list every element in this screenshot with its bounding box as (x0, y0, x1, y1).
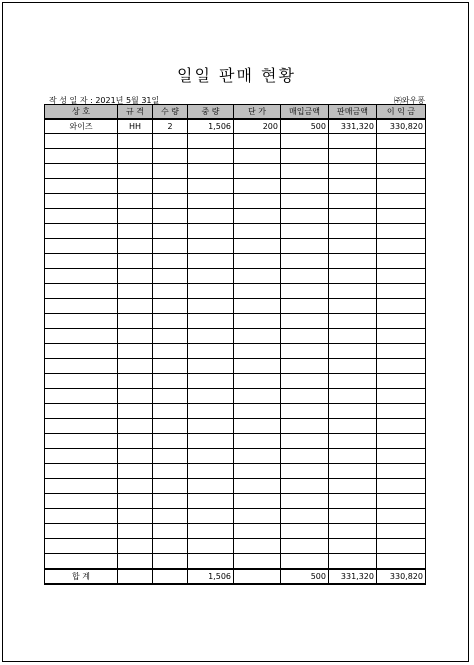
empty-cell (329, 134, 377, 149)
table-row-empty (45, 344, 426, 359)
col-header-profit: 이 익 금 (377, 105, 426, 119)
table-row-empty (45, 479, 426, 494)
empty-cell (118, 389, 153, 404)
empty-cell (188, 389, 234, 404)
sales-table (44, 104, 426, 585)
empty-cell (329, 404, 377, 419)
empty-cell (118, 134, 153, 149)
empty-cell (377, 284, 426, 299)
empty-cell (281, 209, 329, 224)
totals-spec (118, 569, 153, 584)
empty-cell (118, 434, 153, 449)
table-header-row (45, 105, 426, 119)
empty-cell (234, 359, 281, 374)
empty-cell (118, 314, 153, 329)
table-row-empty (45, 374, 426, 389)
empty-cell (329, 194, 377, 209)
empty-cell (45, 539, 118, 554)
empty-cell (153, 359, 188, 374)
empty-cell (188, 179, 234, 194)
empty-cell (118, 464, 153, 479)
empty-cell (45, 434, 118, 449)
empty-cell (153, 374, 188, 389)
cell-purchase: 500 (281, 119, 329, 134)
empty-cell (377, 149, 426, 164)
table-row-empty (45, 329, 426, 344)
empty-cell (281, 179, 329, 194)
empty-cell (377, 134, 426, 149)
table-row-empty (45, 419, 426, 434)
totals-weight: 1,506 (188, 569, 234, 584)
empty-cell (377, 299, 426, 314)
empty-cell (188, 554, 234, 569)
empty-cell (329, 359, 377, 374)
empty-cell (45, 374, 118, 389)
empty-cell (45, 164, 118, 179)
empty-cell (281, 269, 329, 284)
empty-cell (118, 479, 153, 494)
empty-cell (377, 329, 426, 344)
empty-cell (377, 449, 426, 464)
empty-cell (281, 464, 329, 479)
empty-cell (45, 179, 118, 194)
empty-cell (188, 269, 234, 284)
empty-cell (153, 239, 188, 254)
empty-cell (153, 494, 188, 509)
empty-cell (188, 359, 234, 374)
cell-unit-price: 200 (234, 119, 281, 134)
empty-cell (188, 239, 234, 254)
empty-cell (118, 269, 153, 284)
empty-cell (118, 254, 153, 269)
empty-cell (118, 224, 153, 239)
empty-cell (118, 344, 153, 359)
empty-cell (329, 224, 377, 239)
empty-cell (377, 239, 426, 254)
empty-cell (45, 149, 118, 164)
table-row-empty (45, 239, 426, 254)
empty-cell (281, 194, 329, 209)
empty-cell (329, 344, 377, 359)
empty-cell (45, 194, 118, 209)
empty-cell (377, 224, 426, 239)
empty-cell (329, 149, 377, 164)
col-header-name: 상 호 (45, 105, 118, 119)
empty-cell (188, 524, 234, 539)
empty-cell (234, 464, 281, 479)
empty-cell (234, 254, 281, 269)
empty-cell (153, 149, 188, 164)
company-name: ㈜와우퐁 (393, 96, 425, 105)
totals-qty (153, 569, 188, 584)
table-row-empty (45, 209, 426, 224)
empty-cell (45, 209, 118, 224)
empty-cell (45, 479, 118, 494)
empty-cell (45, 524, 118, 539)
empty-cell (45, 419, 118, 434)
empty-cell (281, 329, 329, 344)
empty-cell (377, 554, 426, 569)
empty-cell (45, 134, 118, 149)
empty-cell (234, 554, 281, 569)
empty-cell (329, 254, 377, 269)
empty-cell (153, 404, 188, 419)
empty-cell (45, 464, 118, 479)
totals-row (45, 569, 426, 584)
empty-cell (188, 374, 234, 389)
empty-cell (234, 164, 281, 179)
cell-spec: HH (118, 119, 153, 134)
empty-cell (281, 299, 329, 314)
empty-cell (281, 344, 329, 359)
empty-cell (153, 344, 188, 359)
empty-cell (234, 524, 281, 539)
empty-cell (153, 419, 188, 434)
empty-cell (329, 479, 377, 494)
empty-cell (234, 494, 281, 509)
empty-cell (188, 419, 234, 434)
empty-cell (281, 149, 329, 164)
empty-cell (281, 389, 329, 404)
empty-cell (234, 344, 281, 359)
empty-cell (281, 479, 329, 494)
empty-cell (377, 359, 426, 374)
empty-cell (45, 494, 118, 509)
empty-cell (188, 284, 234, 299)
empty-cell (329, 329, 377, 344)
empty-cell (329, 164, 377, 179)
empty-cell (118, 509, 153, 524)
empty-cell (281, 509, 329, 524)
empty-cell (118, 164, 153, 179)
empty-cell (377, 194, 426, 209)
totals-sales: 331,320 (329, 569, 377, 584)
empty-cell (377, 524, 426, 539)
empty-cell (329, 434, 377, 449)
empty-cell (118, 149, 153, 164)
empty-cell (118, 419, 153, 434)
empty-cell (45, 554, 118, 569)
empty-cell (153, 464, 188, 479)
cell-profit: 330,820 (377, 119, 426, 134)
empty-cell (188, 149, 234, 164)
empty-cell (153, 194, 188, 209)
empty-cell (234, 539, 281, 554)
table-body (45, 119, 426, 569)
empty-cell (281, 404, 329, 419)
empty-cell (153, 299, 188, 314)
empty-cell (153, 509, 188, 524)
table-row-empty (45, 284, 426, 299)
empty-cell (118, 359, 153, 374)
empty-cell (377, 254, 426, 269)
table-row-empty (45, 314, 426, 329)
empty-cell (329, 239, 377, 254)
empty-cell (153, 554, 188, 569)
empty-cell (377, 374, 426, 389)
empty-cell (45, 449, 118, 464)
empty-cell (234, 374, 281, 389)
table-row-empty (45, 194, 426, 209)
table-row-empty (45, 389, 426, 404)
empty-cell (329, 389, 377, 404)
empty-cell (234, 404, 281, 419)
col-header-purchase: 매입금액 (281, 105, 329, 119)
empty-cell (118, 449, 153, 464)
cell-weight: 1,506 (188, 119, 234, 134)
empty-cell (45, 254, 118, 269)
empty-cell (153, 314, 188, 329)
empty-cell (329, 449, 377, 464)
totals-unit-price (234, 569, 281, 584)
empty-cell (153, 434, 188, 449)
col-header-qty: 수 량 (153, 105, 188, 119)
empty-cell (153, 539, 188, 554)
empty-cell (118, 524, 153, 539)
empty-cell (45, 329, 118, 344)
empty-cell (188, 509, 234, 524)
empty-cell (188, 404, 234, 419)
empty-cell (118, 539, 153, 554)
empty-cell (118, 239, 153, 254)
empty-cell (377, 209, 426, 224)
empty-cell (118, 374, 153, 389)
empty-cell (118, 179, 153, 194)
table-row-empty (45, 164, 426, 179)
empty-cell (153, 479, 188, 494)
empty-cell (281, 494, 329, 509)
empty-cell (281, 254, 329, 269)
empty-cell (329, 209, 377, 224)
empty-cell (45, 224, 118, 239)
empty-cell (188, 254, 234, 269)
empty-cell (188, 194, 234, 209)
empty-cell (281, 554, 329, 569)
table-row-empty (45, 464, 426, 479)
empty-cell (188, 344, 234, 359)
empty-cell (377, 269, 426, 284)
empty-cell (153, 524, 188, 539)
empty-cell (234, 329, 281, 344)
empty-cell (281, 239, 329, 254)
empty-cell (329, 179, 377, 194)
empty-cell (329, 419, 377, 434)
empty-cell (234, 419, 281, 434)
empty-cell (118, 554, 153, 569)
totals-purchase: 500 (281, 569, 329, 584)
cell-name: 와이즈 (45, 119, 118, 134)
empty-cell (377, 179, 426, 194)
empty-cell (118, 194, 153, 209)
empty-cell (45, 269, 118, 284)
empty-cell (377, 344, 426, 359)
table-row-empty (45, 524, 426, 539)
col-header-sales: 판매금액 (329, 105, 377, 119)
empty-cell (234, 209, 281, 224)
empty-cell (281, 314, 329, 329)
page-title: 일일 판매 현황 (177, 66, 296, 85)
empty-cell (153, 389, 188, 404)
empty-cell (234, 314, 281, 329)
empty-cell (281, 359, 329, 374)
empty-cell (377, 479, 426, 494)
empty-cell (188, 449, 234, 464)
empty-cell (153, 254, 188, 269)
date-label: 작 성 일 자 : 2021년 5월 31일 (49, 96, 160, 105)
table-row-empty (45, 224, 426, 239)
empty-cell (188, 314, 234, 329)
empty-cell (234, 134, 281, 149)
empty-cell (329, 554, 377, 569)
table-row-empty (45, 179, 426, 194)
empty-cell (188, 329, 234, 344)
empty-cell (281, 224, 329, 239)
empty-cell (377, 404, 426, 419)
table-row-empty (45, 134, 426, 149)
empty-cell (329, 539, 377, 554)
totals-label: 합 계 (45, 569, 118, 584)
empty-cell (281, 284, 329, 299)
table-row-empty (45, 554, 426, 569)
empty-cell (281, 419, 329, 434)
empty-cell (234, 299, 281, 314)
empty-cell (329, 314, 377, 329)
empty-cell (329, 269, 377, 284)
empty-cell (377, 494, 426, 509)
empty-cell (153, 449, 188, 464)
empty-cell (188, 539, 234, 554)
empty-cell (377, 509, 426, 524)
table-row-empty (45, 404, 426, 419)
empty-cell (188, 209, 234, 224)
empty-cell (45, 299, 118, 314)
empty-cell (188, 134, 234, 149)
table-row-empty (45, 509, 426, 524)
empty-cell (153, 224, 188, 239)
empty-cell (377, 464, 426, 479)
col-header-weight: 중 량 (188, 105, 234, 119)
table-row-empty (45, 359, 426, 374)
empty-cell (118, 299, 153, 314)
table-row-empty (45, 149, 426, 164)
empty-cell (234, 149, 281, 164)
empty-cell (45, 359, 118, 374)
empty-cell (188, 164, 234, 179)
empty-cell (329, 299, 377, 314)
empty-cell (234, 434, 281, 449)
empty-cell (329, 464, 377, 479)
empty-cell (329, 374, 377, 389)
empty-cell (377, 434, 426, 449)
table-row-empty (45, 299, 426, 314)
empty-cell (377, 389, 426, 404)
empty-cell (281, 539, 329, 554)
empty-cell (153, 209, 188, 224)
empty-cell (118, 209, 153, 224)
empty-cell (234, 224, 281, 239)
empty-cell (281, 449, 329, 464)
empty-cell (45, 284, 118, 299)
empty-cell (234, 194, 281, 209)
empty-cell (234, 509, 281, 524)
table-row-empty (45, 494, 426, 509)
totals-profit: 330,820 (377, 569, 426, 584)
empty-cell (188, 494, 234, 509)
empty-cell (377, 419, 426, 434)
empty-cell (153, 269, 188, 284)
empty-cell (45, 344, 118, 359)
cell-sales: 331,320 (329, 119, 377, 134)
empty-cell (188, 299, 234, 314)
empty-cell (45, 389, 118, 404)
empty-cell (45, 509, 118, 524)
empty-cell (118, 404, 153, 419)
empty-cell (234, 284, 281, 299)
empty-cell (45, 239, 118, 254)
empty-cell (188, 464, 234, 479)
table-row-empty (45, 269, 426, 284)
empty-cell (188, 434, 234, 449)
empty-cell (234, 479, 281, 494)
empty-cell (281, 134, 329, 149)
table-row (45, 119, 426, 134)
empty-cell (329, 524, 377, 539)
empty-cell (281, 164, 329, 179)
empty-cell (118, 329, 153, 344)
empty-cell (45, 314, 118, 329)
empty-cell (153, 179, 188, 194)
table-row-empty (45, 539, 426, 554)
empty-cell (234, 239, 281, 254)
empty-cell (153, 329, 188, 344)
col-header-spec: 규 격 (118, 105, 153, 119)
empty-cell (188, 224, 234, 239)
empty-cell (153, 134, 188, 149)
empty-cell (377, 539, 426, 554)
table-row-empty (45, 434, 426, 449)
empty-cell (153, 164, 188, 179)
empty-cell (234, 179, 281, 194)
cell-qty: 2 (153, 119, 188, 134)
empty-cell (234, 389, 281, 404)
empty-cell (118, 494, 153, 509)
col-header-unit-price: 단 가 (234, 105, 281, 119)
empty-cell (377, 164, 426, 179)
empty-cell (281, 524, 329, 539)
empty-cell (234, 449, 281, 464)
empty-cell (234, 269, 281, 284)
empty-cell (281, 374, 329, 389)
table-row-empty (45, 449, 426, 464)
empty-cell (329, 509, 377, 524)
empty-cell (281, 434, 329, 449)
empty-cell (329, 284, 377, 299)
empty-cell (188, 479, 234, 494)
empty-cell (377, 314, 426, 329)
table-row-empty (45, 254, 426, 269)
empty-cell (329, 494, 377, 509)
empty-cell (45, 404, 118, 419)
empty-cell (153, 284, 188, 299)
empty-cell (118, 284, 153, 299)
